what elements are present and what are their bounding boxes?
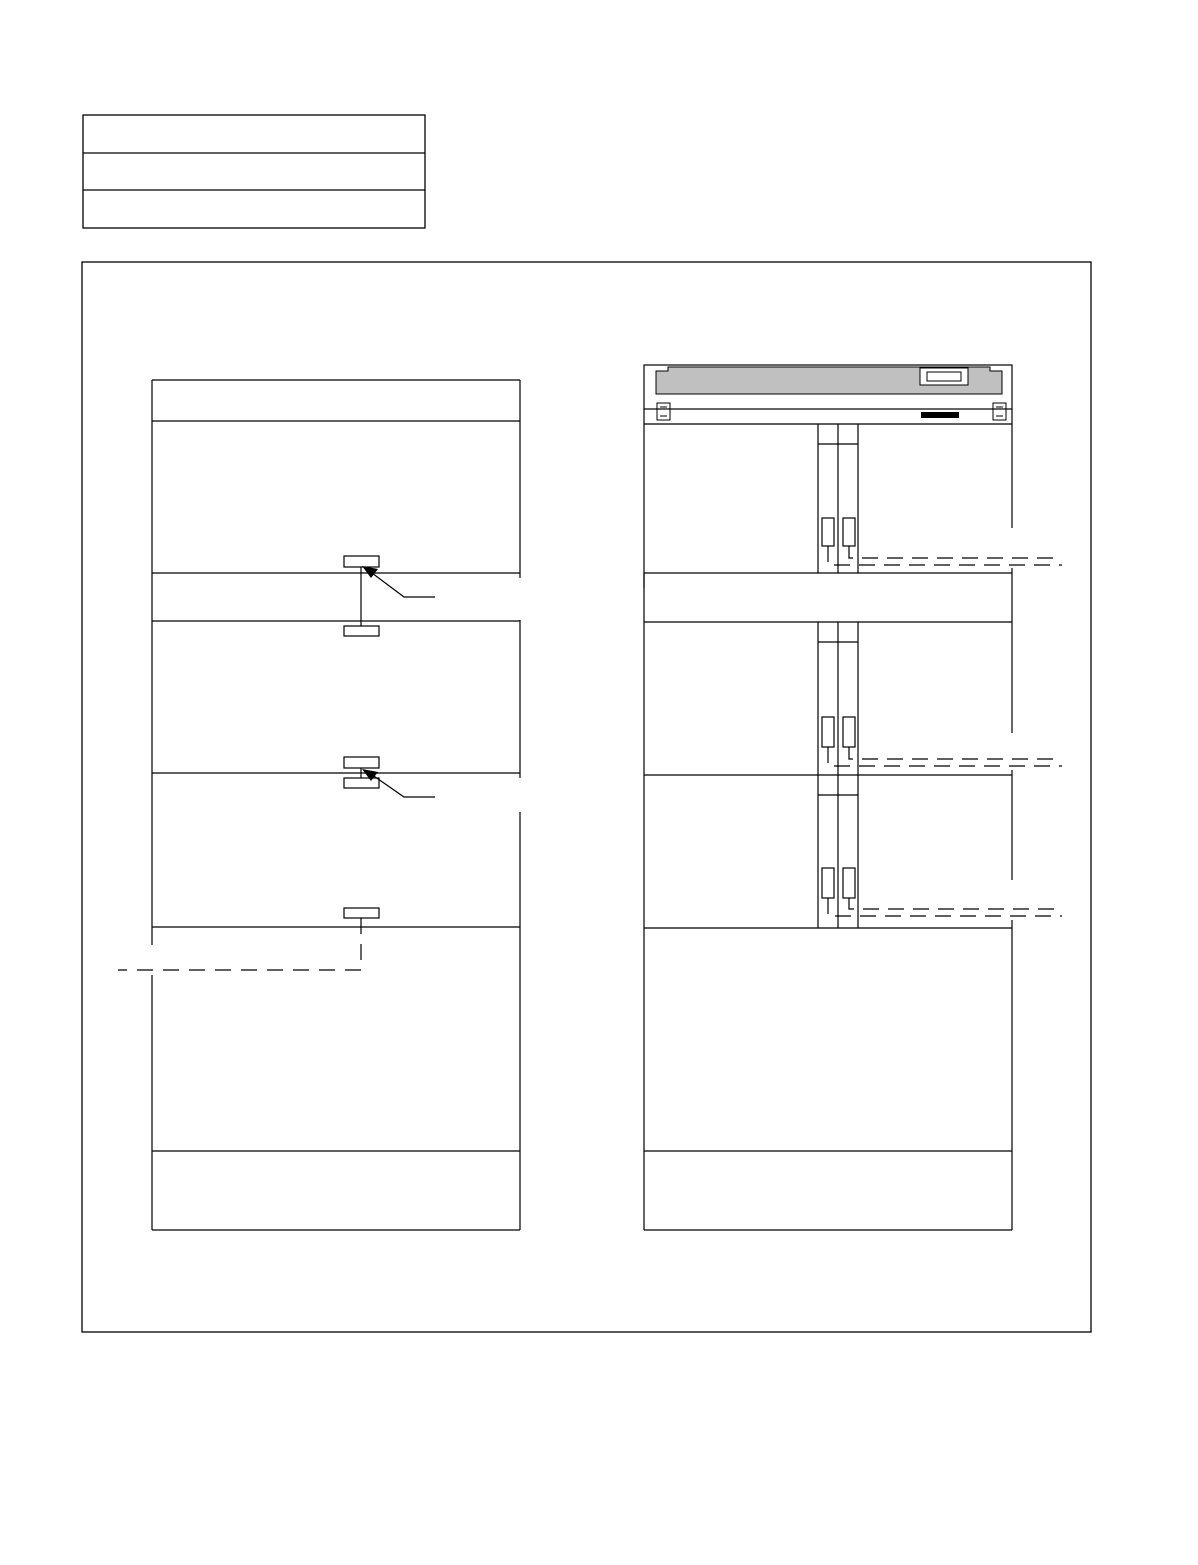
connector <box>344 778 379 788</box>
connector <box>344 908 379 918</box>
leader-line <box>368 570 435 597</box>
card-connector <box>843 518 855 546</box>
left-frame <box>152 380 520 1230</box>
card-connector <box>843 868 855 898</box>
card-cables <box>828 546 1062 916</box>
connector <box>344 626 379 636</box>
connector <box>344 757 379 768</box>
dashed-cable <box>118 918 361 970</box>
top-panel-slot <box>921 412 959 418</box>
card-connector <box>822 868 834 898</box>
leader-line <box>368 772 435 797</box>
card-connector <box>843 717 855 747</box>
right-frame <box>644 365 1012 1230</box>
card-connector <box>822 717 834 747</box>
screw-icon <box>657 403 670 420</box>
header-table <box>83 115 425 228</box>
header-table-border <box>83 115 425 228</box>
figure-frame <box>82 262 1091 1332</box>
arrowhead <box>362 769 378 781</box>
screw-icon <box>993 403 1006 420</box>
card-connector <box>822 518 834 546</box>
connector <box>344 556 379 567</box>
